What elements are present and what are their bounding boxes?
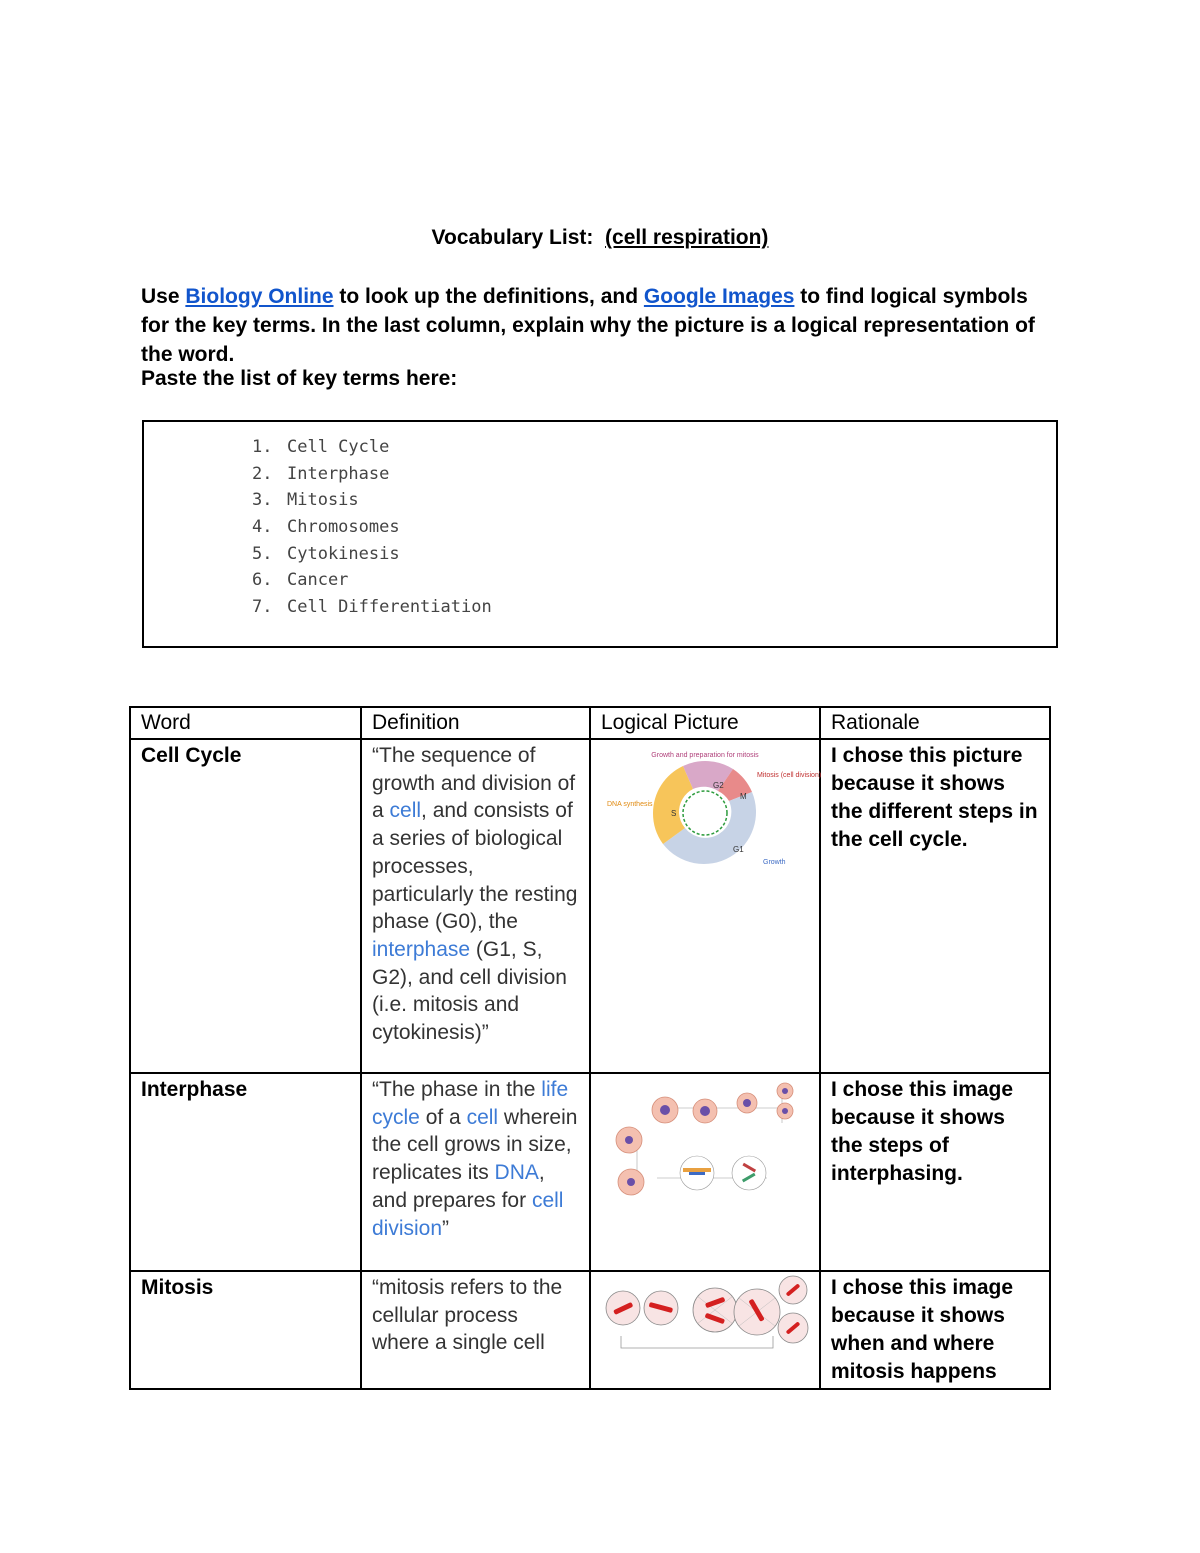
item-number: 1. — [252, 437, 273, 457]
def-text: ” — [442, 1216, 450, 1240]
picture-cell — [590, 1271, 820, 1389]
table-row — [130, 1271, 1050, 1389]
item-number: 6. — [252, 570, 273, 591]
intro-text: to find logical symbols for the key terms. In the last column, explain why the picture is a logical representation of the word. — [141, 285, 1035, 366]
title-prefix: Vocabulary List: — [431, 226, 594, 249]
dna-link[interactable]: DNA — [494, 1161, 539, 1185]
rationale-cell: I chose this picture because it shows the different steps in the cell cycle. — [820, 739, 1050, 1073]
cycle-arrow-ring — [683, 791, 727, 835]
word-cell: Cell Cycle — [130, 739, 361, 1073]
picture-cell — [590, 1073, 820, 1271]
table-header-row — [130, 707, 1050, 739]
item-number: 5. — [252, 543, 273, 564]
list-item — [252, 461, 492, 488]
item-number: 4. — [252, 517, 273, 538]
def-text: “The phase in the — [372, 1078, 542, 1101]
cell-division-link[interactable]: cell division — [372, 1188, 564, 1240]
list-item — [252, 541, 492, 568]
item-number: 3. — [252, 490, 273, 511]
def-text: “mitosis refers to the cellular process where a single cell — [372, 1276, 563, 1355]
def-text: (G1, S, G2), and cell division (i.e. mitosis and cytokinesis)” — [372, 937, 567, 1045]
vocabulary-table — [129, 706, 1051, 1390]
list-item — [252, 567, 492, 594]
header-logical-picture: Logical Picture — [590, 707, 820, 739]
cell-link[interactable]: cell — [389, 799, 422, 823]
page-title — [0, 226, 1200, 250]
dna-synthesis-label: DNA synthesis — [607, 801, 653, 808]
term-label: Cancer — [287, 570, 349, 591]
growth-preparation-label: Growth and preparation for mitosis — [651, 752, 759, 759]
list-item — [252, 514, 492, 541]
def-text: “The sequence of growth and division of a — [372, 744, 576, 823]
term-label: Interphase — [287, 463, 390, 484]
def-text: , and consists of a series of biological processes, particularly the resting phase (G0), the — [372, 799, 578, 934]
intro-text: to look up the definitions, and — [339, 285, 639, 308]
item-number: 7. — [252, 597, 273, 618]
life-cycle-link[interactable]: life cycle — [372, 1078, 569, 1129]
rationale-cell: I chose this image because it shows the steps of interphasing. — [820, 1073, 1050, 1271]
mitosis-diagram — [597, 1276, 813, 1356]
term-label: Cytokinesis — [287, 543, 400, 564]
picture-cell — [590, 739, 820, 1073]
cell-cycle-diagram — [597, 744, 822, 874]
term-label: Cell Cycle — [287, 437, 390, 457]
word-cell: Interphase — [130, 1073, 361, 1271]
definition-cell — [361, 739, 590, 1073]
header-definition: Definition — [361, 707, 590, 739]
word-cell: Mitosis — [130, 1271, 361, 1389]
def-text: , and prepares for — [372, 1161, 545, 1212]
cell-link[interactable]: cell — [466, 1105, 499, 1129]
s-label: S — [671, 809, 677, 818]
key-terms-box — [142, 420, 1058, 648]
interphase-link[interactable]: interphase — [372, 937, 471, 961]
def-text: wherein the cell grows in size, replicates its — [372, 1105, 578, 1185]
mitosis-label: Mitosis (cell division) — [757, 772, 822, 779]
header-rationale: Rationale — [820, 707, 1050, 739]
title-topic: (cell respiration) — [605, 226, 769, 249]
google-images-link[interactable]: Google Images — [643, 285, 795, 308]
growth-label: Growth — [763, 859, 786, 866]
biology-online-link[interactable]: Biology Online — [185, 285, 334, 308]
list-item — [252, 594, 492, 621]
key-terms-list — [252, 434, 492, 621]
g1-label: G1 — [733, 845, 744, 854]
intro-text: Use — [141, 285, 180, 308]
table-row — [130, 1073, 1050, 1271]
list-item — [252, 487, 492, 514]
g2-label: G2 — [713, 781, 724, 790]
term-label: Cell Differentiation — [287, 597, 492, 618]
rationale-cell: I chose this image because it shows when and where mitosis happens — [820, 1271, 1050, 1389]
definition-cell — [361, 1073, 590, 1271]
definition-cell — [361, 1271, 590, 1389]
instructions — [141, 282, 1061, 369]
paste-label: Paste the list of key terms here: — [141, 367, 458, 390]
term-label: Mitosis — [287, 490, 359, 511]
list-item — [252, 434, 492, 461]
term-label: Chromosomes — [287, 517, 400, 538]
m-label: M — [740, 792, 747, 801]
item-number: 2. — [252, 463, 273, 484]
spindle-cell-icon — [732, 1156, 766, 1190]
header-word: Word — [130, 707, 361, 739]
interphase-diagram — [597, 1078, 813, 1198]
def-text: of a — [419, 1105, 467, 1129]
table-row — [130, 739, 1050, 1073]
